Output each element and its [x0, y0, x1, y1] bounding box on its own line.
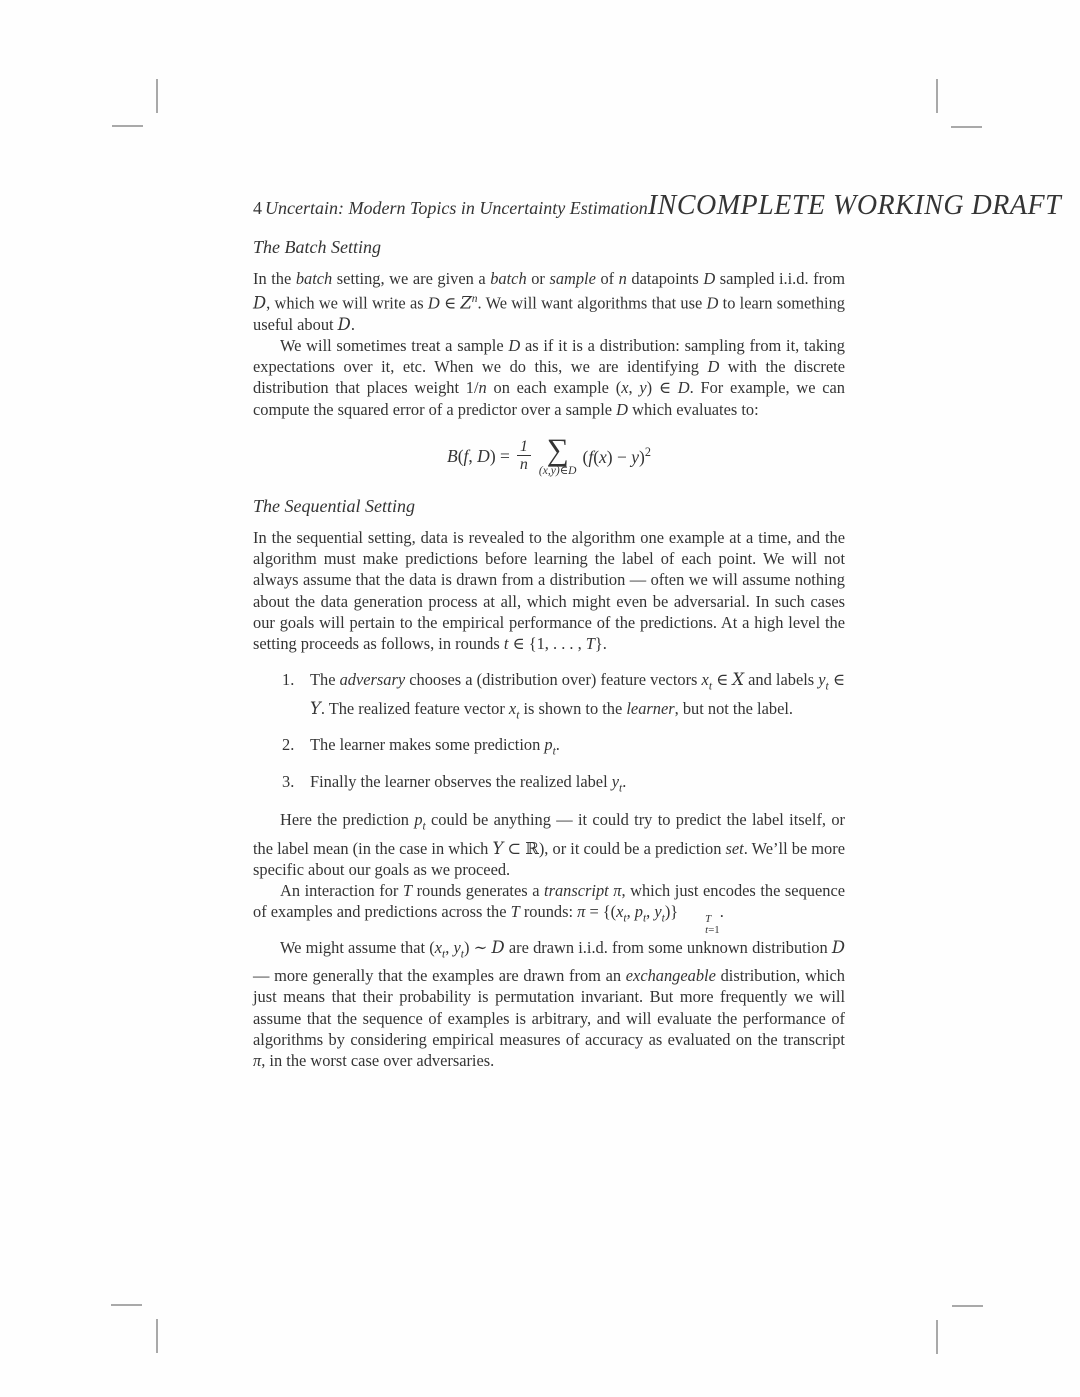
summation-operator: [538, 431, 577, 478]
page-number: 4: [253, 198, 262, 218]
draft-notice: INCOMPLETE WORKING DRAFT: [647, 190, 1062, 221]
crop-mark-bottom-right-vertical: [936, 1320, 938, 1354]
crop-mark-top-right-horizontal: [951, 126, 982, 128]
fraction-numerator: 1: [519, 437, 528, 455]
display-formula-squared-error: [253, 431, 845, 478]
list-number: 2.: [282, 735, 295, 755]
formula-lhs: B(f, D) =: [447, 445, 510, 466]
list-item-text: The learner makes some prediction $p_t$.: [310, 735, 560, 758]
page-content: [253, 190, 1062, 1071]
crop-mark-top-left-horizontal: [112, 125, 143, 127]
formula-body: $(f(x) - y)^2$: [582, 444, 651, 467]
crop-mark-bottom-left-horizontal: [111, 1304, 142, 1306]
protocol-list: [253, 669, 845, 799]
list-item: [253, 771, 845, 799]
crop-mark-bottom-right-horizontal: [952, 1305, 983, 1307]
fraction-one-over-n: [517, 439, 531, 475]
list-item: [253, 669, 845, 726]
sigma-symbol: ∑: [546, 431, 569, 467]
paragraph-batch-2: We will sometimes treat a sample D as if it is a distribution: sampling from it, taking expectations over it, etc. When we do this, we are identifying D with the discrete distribution that places weight 1/n on each example (x, y) ∈ D. For example, we can compute the squared error of a predictor over a sample D which evaluates to:: [253, 336, 845, 419]
section-heading-sequential: The Sequential Setting: [253, 495, 415, 516]
paragraph-sequential-1: In the sequential setting, data is revealed to the algorithm one example at a time, and the algorithm must make predictions before learning the label of each point. We will not always assume that the data is drawn from a distribution — often we will assume nothing about the data generation process at all, which might even be adversarial. In such cases our goals will pertain to the empirical performance of the predictions. At a high level the setting proceeds as follows, in rounds t ∈ {1, . . . , T}.: [253, 527, 845, 653]
paragraph-sequential-3: An interaction for T rounds generates a transcript π, which just encodes the sequence of examples and predictions across the T rounds: $\pi = \{(x_t$, $p_t$, $y_t$)} T t=1 .: [253, 880, 845, 937]
crop-mark-top-left-vertical: [156, 79, 158, 113]
section-heading-batch: The Batch Setting: [253, 237, 381, 257]
paragraph-batch-1: In the batch setting, we are given a batch or sample of n datapoints D sampled i.i.d. from D, which we will write as D ∈ $Z^n$. We will want algorithms that use D to learn something useful about D.: [253, 269, 845, 334]
list-item-text: Finally the learner observes the realized label $y_t$.: [310, 771, 627, 794]
running-title: Uncertain: Modern Topics in Uncertainty Estimation: [265, 198, 648, 218]
paragraph-sequential-4: We might assume that ($x_t$, $y_t$) ∼ D are drawn i.i.d. from some unknown distribution D — more generally that the examples are drawn from an exchangeable distribution, which just means that their probability is permutation invariant. But more frequently we will assume that the sequence of examples is arbitrary, and will evaluate the performance of algorithms by considering empirical measures of accuracy as evaluated on the transcript π, in the worst case over adversaries.: [253, 937, 845, 1071]
fraction-denominator: n: [517, 455, 531, 474]
paragraph-sequential-2: Here the prediction $p_t$ could be anything — it could try to predict the label itself, or the label mean (in the case in which Y ⊂ ℝ), or it could be a prediction set. We’ll be more specific about our goals as we proceed.: [253, 810, 845, 879]
list-number: 1.: [282, 670, 295, 690]
crop-mark-top-right-vertical: [936, 79, 938, 113]
summation-limits: (x,y)∈D: [538, 464, 577, 477]
list-number: 3.: [282, 771, 295, 791]
list-item-text: The adversary chooses a (distribution over) feature vectors $x_t$ ∈ X and labels $y_t$ ∈ Y. The realized feature vector $x_t$ is shown to the learner, but not the label.: [310, 670, 845, 721]
list-item: [253, 734, 845, 762]
page-header: [253, 190, 1067, 222]
crop-mark-bottom-left-vertical: [156, 1319, 158, 1353]
